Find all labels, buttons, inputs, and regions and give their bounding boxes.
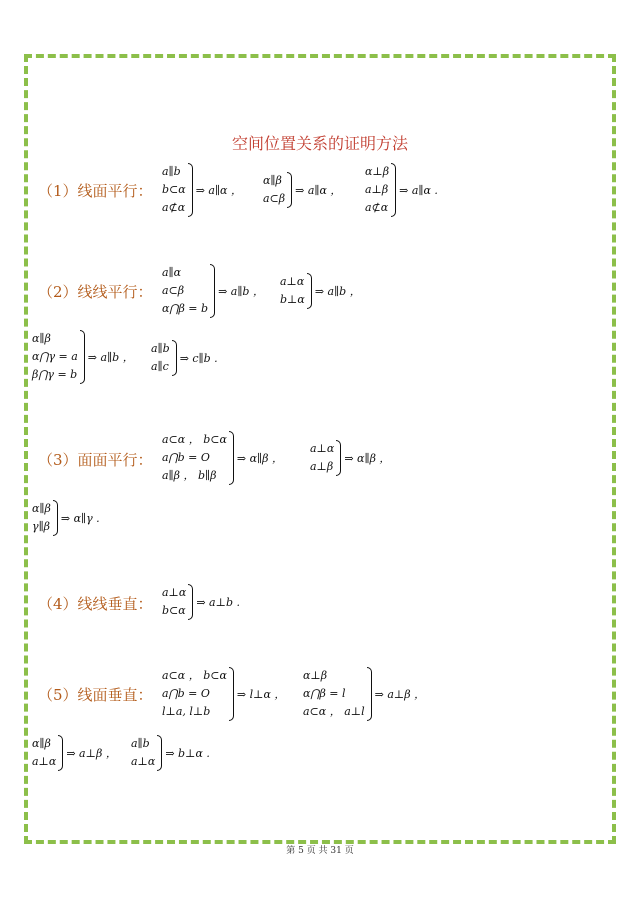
formula-1-3: α⊥β a⊥β a⊄α ⇒ a∥α .: [365, 163, 438, 217]
page-footer: 第 5 页 共 31 页: [286, 846, 354, 856]
formula-3-1: a⊂α ， b⊂α a⋂b = O a∥β ， b∥β ⇒ α∥β ，: [162, 431, 283, 485]
section-3-label: （3）面面平行：: [38, 451, 153, 469]
formula-2-2: a⊥α b⊥α ⇒ a∥b ，: [280, 273, 361, 309]
section-1-label: （1）线面平行：: [38, 182, 153, 200]
section-4-label: （4）线线垂直：: [38, 595, 153, 613]
page-title: 空间位置关系的证明方法: [231, 134, 408, 153]
formula-1-2: α∥β a⊂β ⇒ a∥α ，: [263, 172, 341, 208]
formula-1-1: a∥b b⊂α a⊄α ⇒ a∥α ，: [162, 163, 242, 217]
formula-5-1: a⊂α ， b⊂α a⋂b = O l⊥a, l⊥b ⇒ l⊥α ，: [162, 667, 285, 721]
formula-4-1: a⊥α b⊂α ⇒ a⊥b .: [162, 584, 240, 620]
formula-5-2: α⊥β α⋂β = l a⊂α ， a⊥l ⇒ a⊥β ，: [303, 667, 425, 721]
formula-2-4: a∥b a∥c ⇒ c∥b .: [151, 340, 218, 376]
section-2-label: （2）线线平行：: [38, 283, 153, 301]
section-5-label: （5）线面垂直：: [38, 686, 153, 704]
formula-3-3: α∥β γ∥β ⇒ α∥γ .: [32, 500, 100, 536]
formula-2-3: α∥β α⋂γ = a β⋂γ = b ⇒ a∥b ，: [32, 330, 134, 384]
formula-3-2: a⊥α a⊥β ⇒ α∥β ，: [310, 440, 390, 476]
formula-5-3: α∥β a⊥α ⇒ a⊥β ，: [32, 735, 117, 771]
formula-5-4: a∥b a⊥α ⇒ b⊥α .: [131, 735, 210, 771]
formula-2-1: a∥α a⊂β α⋂β = b ⇒ a∥b ，: [162, 264, 264, 318]
